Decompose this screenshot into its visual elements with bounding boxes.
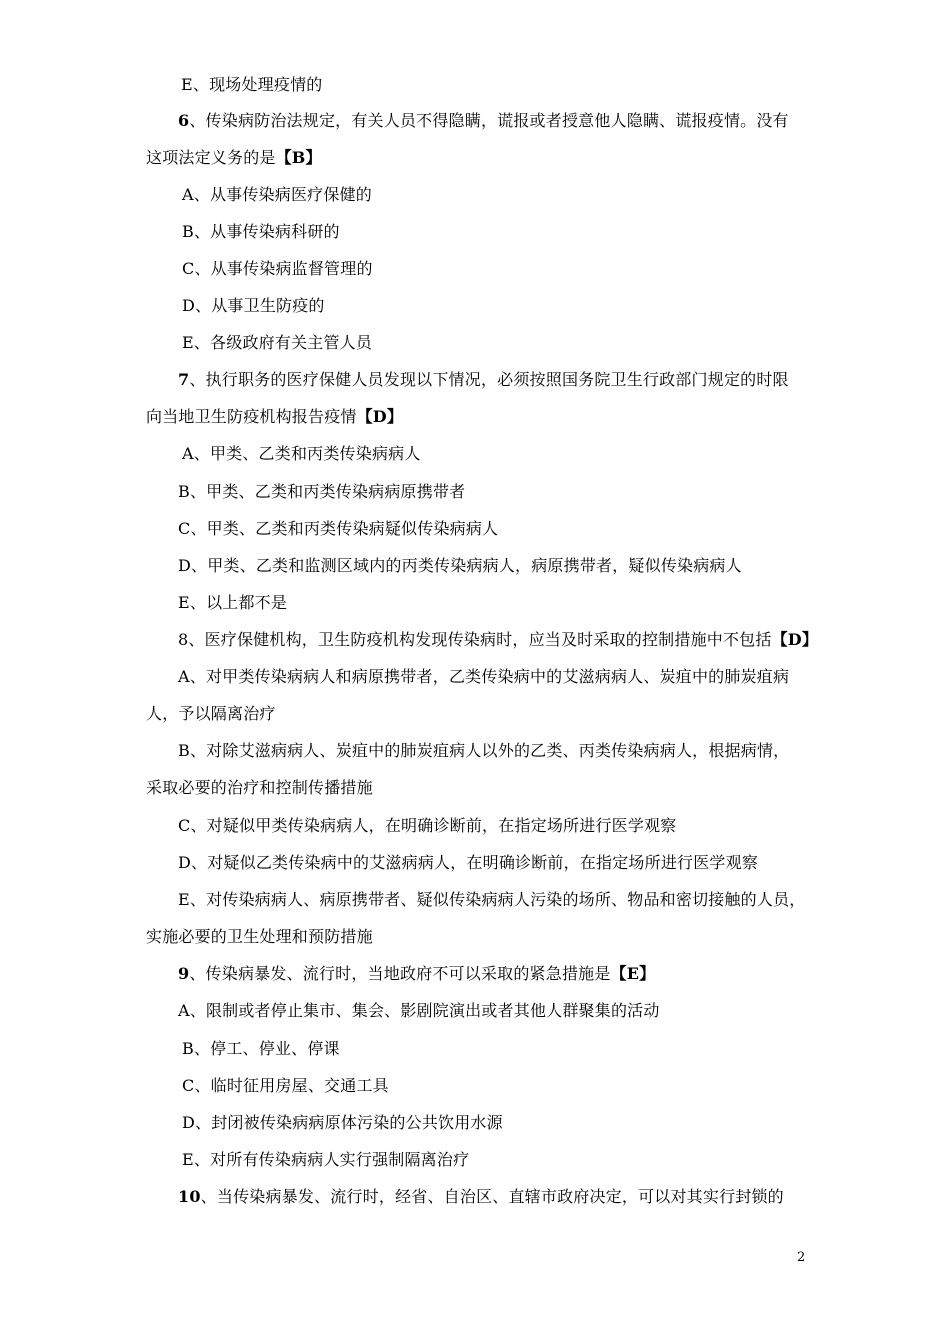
text-line	[178, 666, 789, 688]
text-segment: B、从事传染病科研的	[182, 222, 340, 241]
bold-text-segment: 10	[178, 1187, 201, 1206]
text-segment: E、以上都不是	[178, 593, 288, 612]
text-segment: C、甲类、乙类和丙类传染病疑似传染病病人	[178, 519, 499, 538]
text-segment: 实施必要的卫生处理和预防措施	[146, 927, 373, 946]
text-segment: 、当传染病暴发、流行时，经省、自治区、直辖市政府决定，可以对其实行封锁的	[200, 1187, 784, 1206]
text-segment: E、对所有传染病病人实行强制隔离治疗	[182, 1150, 470, 1169]
text-segment: B、对除艾滋病病人、炭疽中的肺炭疽病人以外的乙类、丙类传染病病人，根据病情，	[178, 741, 790, 760]
text-segment: 向当地卫生防疫机构报告疫情	[146, 407, 357, 426]
text-segment: 、传染病防治法规定，有关人员不得隐瞒，谎报或者授意他人隐瞒、谎报疫情。没有	[189, 111, 789, 130]
text-line	[181, 74, 322, 96]
text-line	[182, 258, 373, 280]
text-line	[182, 221, 340, 243]
text-line	[178, 815, 676, 837]
text-segment: D、从事卫生防疫的	[182, 296, 325, 315]
text-line	[178, 740, 789, 762]
text-line	[178, 481, 465, 503]
text-segment: D、甲类、乙类和监测区域内的丙类传染病病人，病原携带者，疑似传染病病人	[178, 556, 742, 575]
text-line	[178, 592, 287, 614]
text-segment: C、临时征用房屋、交通工具	[182, 1076, 389, 1095]
text-line	[146, 777, 373, 799]
text-line	[146, 406, 403, 428]
text-segment: 、传染病暴发、流行时，当地政府不可以采取的紧急措施是	[189, 964, 611, 983]
text-line	[146, 926, 373, 948]
text-segment: 人，予以隔离治疗	[146, 704, 276, 723]
text-line	[178, 852, 758, 874]
text-line	[146, 147, 322, 169]
text-segment: A、从事传染病医疗保健的	[182, 185, 372, 204]
text-line	[182, 184, 372, 206]
text-segment: 这项法定义务的是	[146, 148, 276, 167]
text-segment: E、各级政府有关主管人员	[182, 333, 373, 352]
text-segment: C、从事传染病监督管理的	[182, 259, 373, 278]
bold-text-segment: 【E】	[610, 964, 656, 983]
text-segment: A、甲类、乙类和丙类传染病病人	[182, 444, 421, 463]
bold-text-segment: 9	[178, 964, 190, 983]
text-line	[178, 518, 498, 540]
text-line	[182, 1038, 340, 1060]
text-segment: 8、医疗保健机构，卫生防疫机构发现传染病时，应当及时采取的控制措施中不包括	[178, 630, 772, 649]
text-line	[146, 703, 276, 725]
bold-text-segment: 6	[178, 111, 190, 130]
text-line	[178, 110, 789, 132]
text-segment: 采取必要的治疗和控制传播措施	[146, 778, 373, 797]
text-line	[178, 369, 789, 391]
text-segment: D、对疑似乙类传染病中的艾滋病病人，在明确诊断前，在指定场所进行医学观察	[178, 853, 759, 872]
text-line	[182, 1149, 469, 1171]
text-segment: C、对疑似甲类传染病病人，在明确诊断前，在指定场所进行医学观察	[178, 816, 677, 835]
text-line	[178, 963, 655, 985]
text-segment: A、对甲类传染病病人和病原携带者，乙类传染病中的艾滋病病人、炭疽中的肺炭疽病	[178, 667, 790, 686]
bold-text-segment: 【D】	[771, 630, 819, 649]
text-segment: 、执行职务的医疗保健人员发现以下情况，必须按照国务院卫生行政部门规定的时限	[189, 370, 789, 389]
text-segment: D、封闭被传染病病原体污染的公共饮用水源	[182, 1113, 503, 1132]
text-segment: E、对传染病病人、病原携带者、疑似传染病病人污染的场所、物品和密切接触的人员，	[178, 890, 806, 909]
text-line	[182, 295, 325, 317]
text-segment: B、甲类、乙类和丙类传染病病原携带者	[178, 482, 466, 501]
text-segment: E、现场处理疫情的	[181, 75, 323, 94]
text-segment: A、限制或者停止集市、集会、影剧院演出或者其他人群聚集的活动	[178, 1001, 660, 1020]
text-line	[178, 1186, 784, 1208]
text-line	[182, 332, 372, 354]
text-line	[182, 443, 421, 465]
page-number: 2	[797, 1250, 806, 1265]
text-line	[178, 629, 818, 651]
text-line	[178, 555, 742, 577]
text-line	[178, 1000, 660, 1022]
bold-text-segment: 7	[178, 370, 190, 389]
bold-text-segment: 【B】	[275, 148, 322, 167]
text-line	[182, 1075, 389, 1097]
text-segment: B、停工、停业、停课	[182, 1039, 340, 1058]
bold-text-segment: 【D】	[356, 407, 404, 426]
text-line	[182, 1112, 503, 1134]
text-line	[178, 889, 805, 911]
